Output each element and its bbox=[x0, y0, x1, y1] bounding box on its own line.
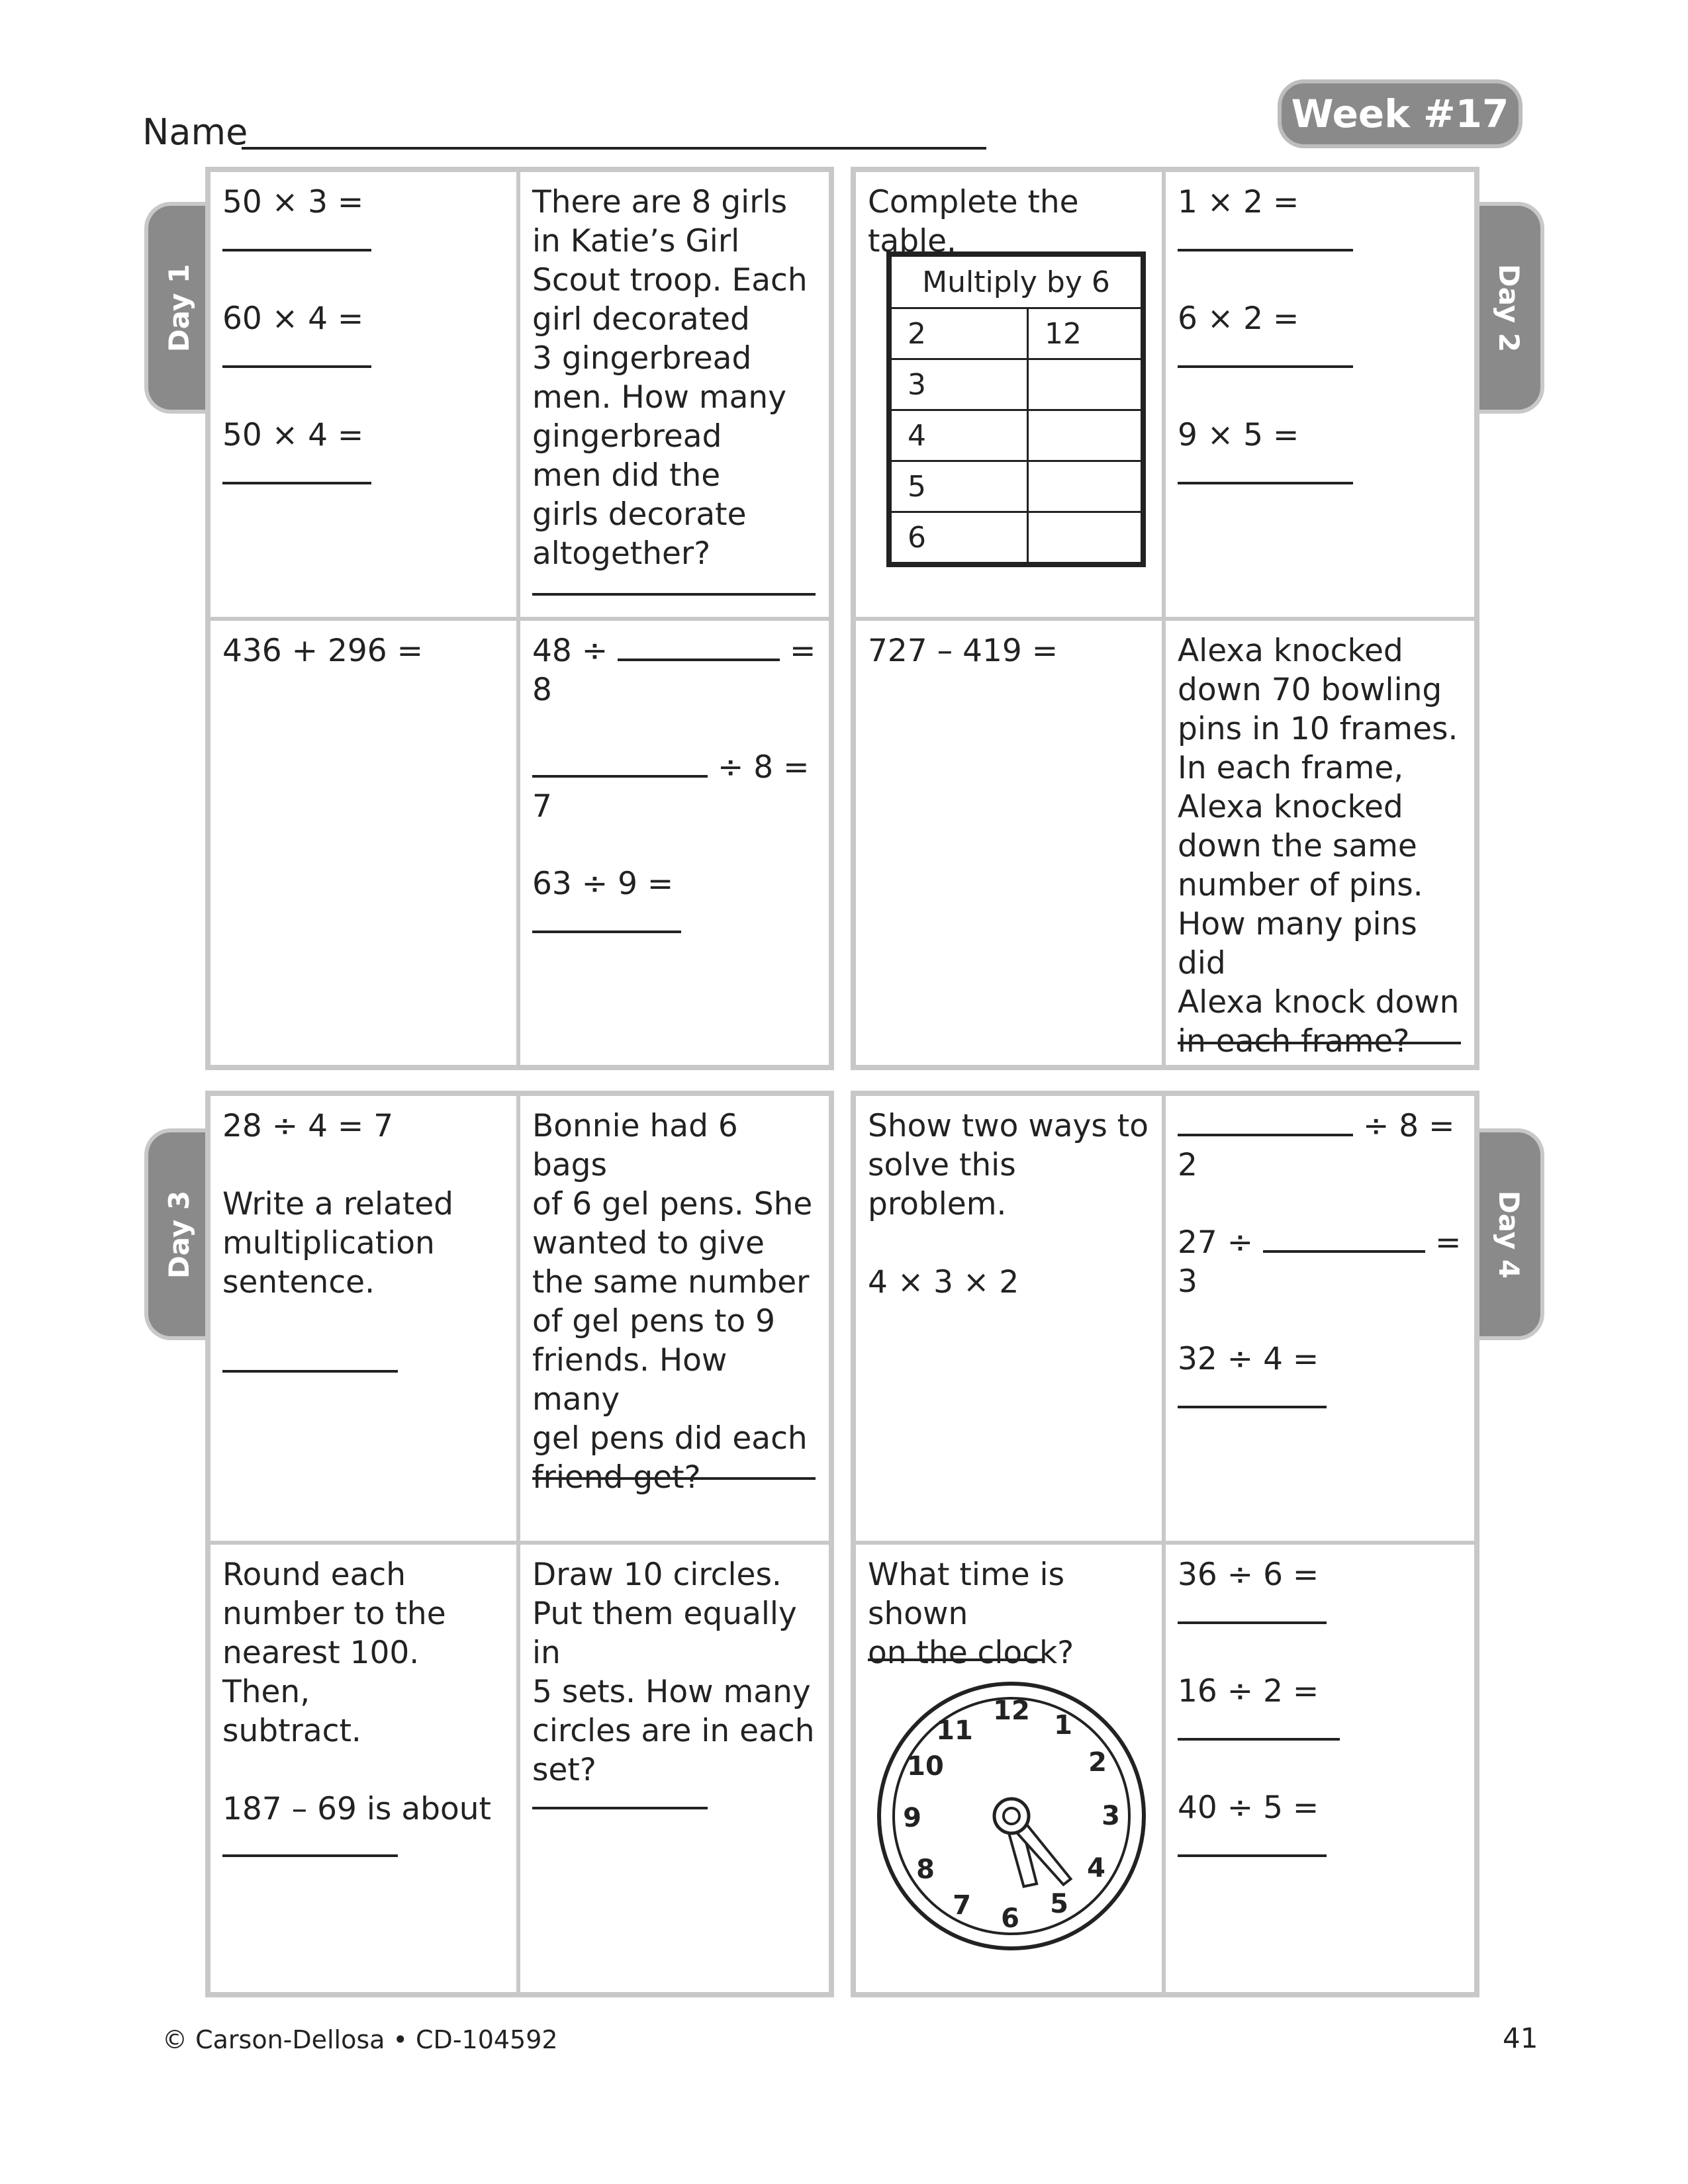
word-problem-line: Alexa knock down bbox=[1178, 984, 1460, 1021]
answer-line[interactable] bbox=[532, 593, 816, 596]
day-3-circles-cell bbox=[520, 1545, 829, 1992]
answer-line[interactable] bbox=[532, 1807, 708, 1809]
word-problem-line: Draw 10 circles. bbox=[532, 1557, 782, 1593]
word-problem-line: circles are in each bbox=[532, 1713, 815, 1749]
word-problem-line: girl decorated bbox=[532, 301, 750, 338]
problem-text: ÷ 8 = 7 bbox=[532, 749, 810, 825]
instruction-line: nearest 100. Then, bbox=[222, 1635, 420, 1710]
problem-text: 32 ÷ 4 = bbox=[1178, 1341, 1319, 1377]
word-problem-line: of 6 gel pens. She bbox=[532, 1186, 813, 1222]
problem-text: 36 ÷ 6 = bbox=[1178, 1557, 1319, 1593]
problem-text: 27 ÷ bbox=[1178, 1224, 1254, 1261]
clock-icon bbox=[872, 1677, 1150, 1955]
problem-text: 16 ÷ 2 = bbox=[1178, 1673, 1319, 1709]
word-problem-line: down the same bbox=[1178, 828, 1417, 864]
clock-number: 4 bbox=[1087, 1853, 1105, 1884]
problem-text: 6 × 2 = bbox=[1178, 300, 1299, 337]
week-badge: Week #17 bbox=[1278, 79, 1523, 148]
answer-line[interactable] bbox=[222, 1370, 398, 1373]
answer-line[interactable] bbox=[1178, 1042, 1461, 1044]
table-cell: 12 bbox=[1028, 308, 1144, 359]
clock-number: 3 bbox=[1102, 1801, 1120, 1831]
day-4-tab: Day 4 bbox=[1478, 1128, 1544, 1340]
instruction-line: Show two ways to bbox=[868, 1108, 1149, 1144]
problem-text: 48 ÷ bbox=[532, 633, 608, 669]
problem-text: 40 ÷ 5 = bbox=[1178, 1790, 1319, 1826]
problem-text: 50 × 4 = bbox=[222, 417, 364, 453]
answer-line[interactable] bbox=[868, 1659, 1043, 1661]
word-problem-line: down 70 bowling bbox=[1178, 672, 1442, 708]
instruction-line: sentence. bbox=[222, 1264, 375, 1300]
clock-number: 7 bbox=[953, 1890, 971, 1921]
problem-text: 28 ÷ 4 = 7 bbox=[222, 1108, 394, 1144]
word-problem-line: There are 8 girls bbox=[532, 184, 788, 220]
answer-blank[interactable] bbox=[1178, 1711, 1340, 1741]
name-input-line[interactable] bbox=[242, 147, 986, 150]
name-label: Name bbox=[142, 111, 248, 153]
answer-blank[interactable] bbox=[1178, 1828, 1327, 1857]
word-problem-line: wanted to give bbox=[532, 1225, 765, 1261]
problem-text: = 8 bbox=[532, 633, 816, 708]
word-problem-line: men. How many bbox=[532, 379, 787, 416]
table-answer-cell[interactable] bbox=[1028, 359, 1144, 410]
instruction-line: What time is shown bbox=[868, 1557, 1065, 1632]
word-problem-line: Put them equally in bbox=[532, 1596, 797, 1671]
copyright-text: © Carson-Dellosa • CD-104592 bbox=[162, 2025, 558, 2054]
day-3-tab: Day 3 bbox=[144, 1128, 211, 1340]
problem-text: 60 × 4 = bbox=[222, 300, 364, 337]
table-cell: 6 bbox=[889, 512, 1028, 565]
word-problem-line: 5 sets. How many bbox=[532, 1674, 811, 1710]
table-cell: 2 bbox=[889, 308, 1028, 359]
word-problem-line: Alexa knocked bbox=[1178, 789, 1403, 825]
clock-number: 6 bbox=[1001, 1903, 1019, 1934]
day-2-subtraction-cell bbox=[856, 621, 1162, 1065]
answer-blank[interactable] bbox=[1178, 455, 1353, 484]
day-1-division-cell bbox=[520, 621, 829, 1065]
problem-text: 9 × 5 = bbox=[1178, 417, 1299, 453]
problem-text: 4 × 3 × 2 bbox=[868, 1264, 1019, 1300]
day-4-two-ways-cell bbox=[856, 1096, 1162, 1541]
word-problem-line: friends. How many bbox=[532, 1342, 727, 1418]
day-2-tab: Day 2 bbox=[1478, 202, 1544, 414]
answer-blank[interactable] bbox=[1263, 1224, 1425, 1253]
day-1-tab: Day 1 bbox=[144, 202, 211, 414]
word-problem-line: Scout troop. Each bbox=[532, 262, 808, 298]
multiply-table bbox=[886, 251, 1146, 567]
clock-number: 1 bbox=[1054, 1710, 1072, 1741]
clock-number: 12 bbox=[993, 1696, 1030, 1726]
answer-blank[interactable] bbox=[532, 749, 708, 778]
day-4-clock-cell bbox=[856, 1545, 1162, 1992]
word-problem-line: set? bbox=[532, 1752, 596, 1788]
problem-text: ÷ 8 = 2 bbox=[1178, 1108, 1455, 1183]
problem-text: 1 × 2 = bbox=[1178, 184, 1299, 220]
answer-line[interactable] bbox=[532, 1477, 816, 1480]
word-problem-line: 3 gingerbread bbox=[532, 340, 752, 377]
day-2-table-cell bbox=[856, 172, 1162, 617]
word-problem-line: gel pens did each bbox=[532, 1420, 808, 1457]
clock-number: 11 bbox=[936, 1715, 973, 1746]
answer-blank[interactable] bbox=[222, 222, 371, 251]
day-4-division-cell bbox=[1166, 1096, 1474, 1541]
word-problem-line: men did the bbox=[532, 457, 721, 494]
answer-blank[interactable] bbox=[1178, 222, 1353, 251]
clock-number: 2 bbox=[1088, 1747, 1107, 1778]
clock-number: 10 bbox=[907, 1751, 944, 1782]
clock-number: 9 bbox=[903, 1803, 921, 1833]
answer-blank[interactable] bbox=[1178, 339, 1353, 368]
answer-blank[interactable] bbox=[532, 904, 681, 933]
instruction-line: Round each bbox=[222, 1557, 406, 1593]
day-3-word-problem-cell bbox=[520, 1096, 829, 1541]
page-number: 41 bbox=[1503, 2022, 1538, 2054]
day-1-addition-cell bbox=[211, 621, 516, 1065]
instruction-line: subtract. bbox=[222, 1713, 361, 1749]
table-cell: 5 bbox=[889, 461, 1028, 512]
answer-blank[interactable] bbox=[1178, 1379, 1327, 1408]
clock-number: 5 bbox=[1050, 1889, 1068, 1919]
instruction-line: on the clock? bbox=[868, 1635, 1074, 1671]
answer-line[interactable] bbox=[222, 1854, 398, 1857]
day-2-multiplication-cell bbox=[1166, 172, 1474, 617]
day-1-word-problem-cell bbox=[520, 172, 829, 617]
answer-blank[interactable] bbox=[1178, 1107, 1353, 1136]
answer-blank[interactable] bbox=[222, 339, 371, 368]
answer-blank[interactable] bbox=[222, 455, 371, 484]
table-answer-cell[interactable] bbox=[1028, 461, 1144, 512]
clock-number: 8 bbox=[916, 1854, 935, 1885]
word-problem-line: in Katie’s Girl bbox=[532, 223, 740, 259]
answer-blank[interactable] bbox=[618, 632, 780, 661]
table-cell: 4 bbox=[889, 410, 1028, 461]
word-problem-line: altogether? bbox=[532, 535, 711, 572]
table-header: Multiply by 6 bbox=[889, 254, 1143, 308]
problem-text: 50 × 3 = bbox=[222, 184, 364, 220]
day-3-related-sentence-cell bbox=[211, 1096, 516, 1541]
word-problem-line: in each frame? bbox=[1178, 1023, 1410, 1060]
table-cell: 3 bbox=[889, 359, 1028, 410]
problem-text: 63 ÷ 9 = bbox=[532, 866, 674, 902]
day-4-division-facts-cell bbox=[1166, 1545, 1474, 1992]
instruction-line: solve this problem. bbox=[868, 1147, 1016, 1222]
day-3-rounding-cell bbox=[211, 1545, 516, 1992]
instruction-line: Write a related bbox=[222, 1186, 454, 1222]
instruction-line: multiplication bbox=[222, 1225, 435, 1261]
word-problem-line: number of pins. bbox=[1178, 867, 1423, 903]
table-answer-cell[interactable] bbox=[1028, 410, 1144, 461]
word-problem-line: Bonnie had 6 bags bbox=[532, 1108, 738, 1183]
problem-text: = 3 bbox=[1178, 1224, 1462, 1300]
problem-text: 436 + 296 = bbox=[222, 633, 423, 669]
word-problem-line: Alexa knocked bbox=[1178, 633, 1403, 669]
word-problem-line: How many pins did bbox=[1178, 906, 1417, 981]
table-prompt: Complete the table. bbox=[868, 184, 1079, 259]
word-problem-line: gingerbread bbox=[532, 418, 722, 455]
day-2-word-problem-cell bbox=[1166, 621, 1474, 1065]
word-problem-line: friend get? bbox=[532, 1459, 701, 1496]
answer-blank[interactable] bbox=[1178, 1595, 1327, 1624]
word-problem-line: the same number bbox=[532, 1264, 810, 1300]
day-1-multiplication-cell bbox=[211, 172, 516, 617]
word-problem-line: pins in 10 frames. bbox=[1178, 711, 1458, 747]
problem-text: 187 – 69 is about bbox=[222, 1791, 491, 1827]
word-problem-line: In each frame, bbox=[1178, 750, 1404, 786]
word-problem-line: of gel pens to 9 bbox=[532, 1303, 775, 1340]
clock-center-dot bbox=[1004, 1808, 1019, 1824]
problem-text: 727 – 419 = bbox=[868, 633, 1058, 669]
table-answer-cell[interactable] bbox=[1028, 512, 1144, 565]
instruction-line: number to the bbox=[222, 1596, 446, 1632]
word-problem-line: girls decorate bbox=[532, 496, 747, 533]
